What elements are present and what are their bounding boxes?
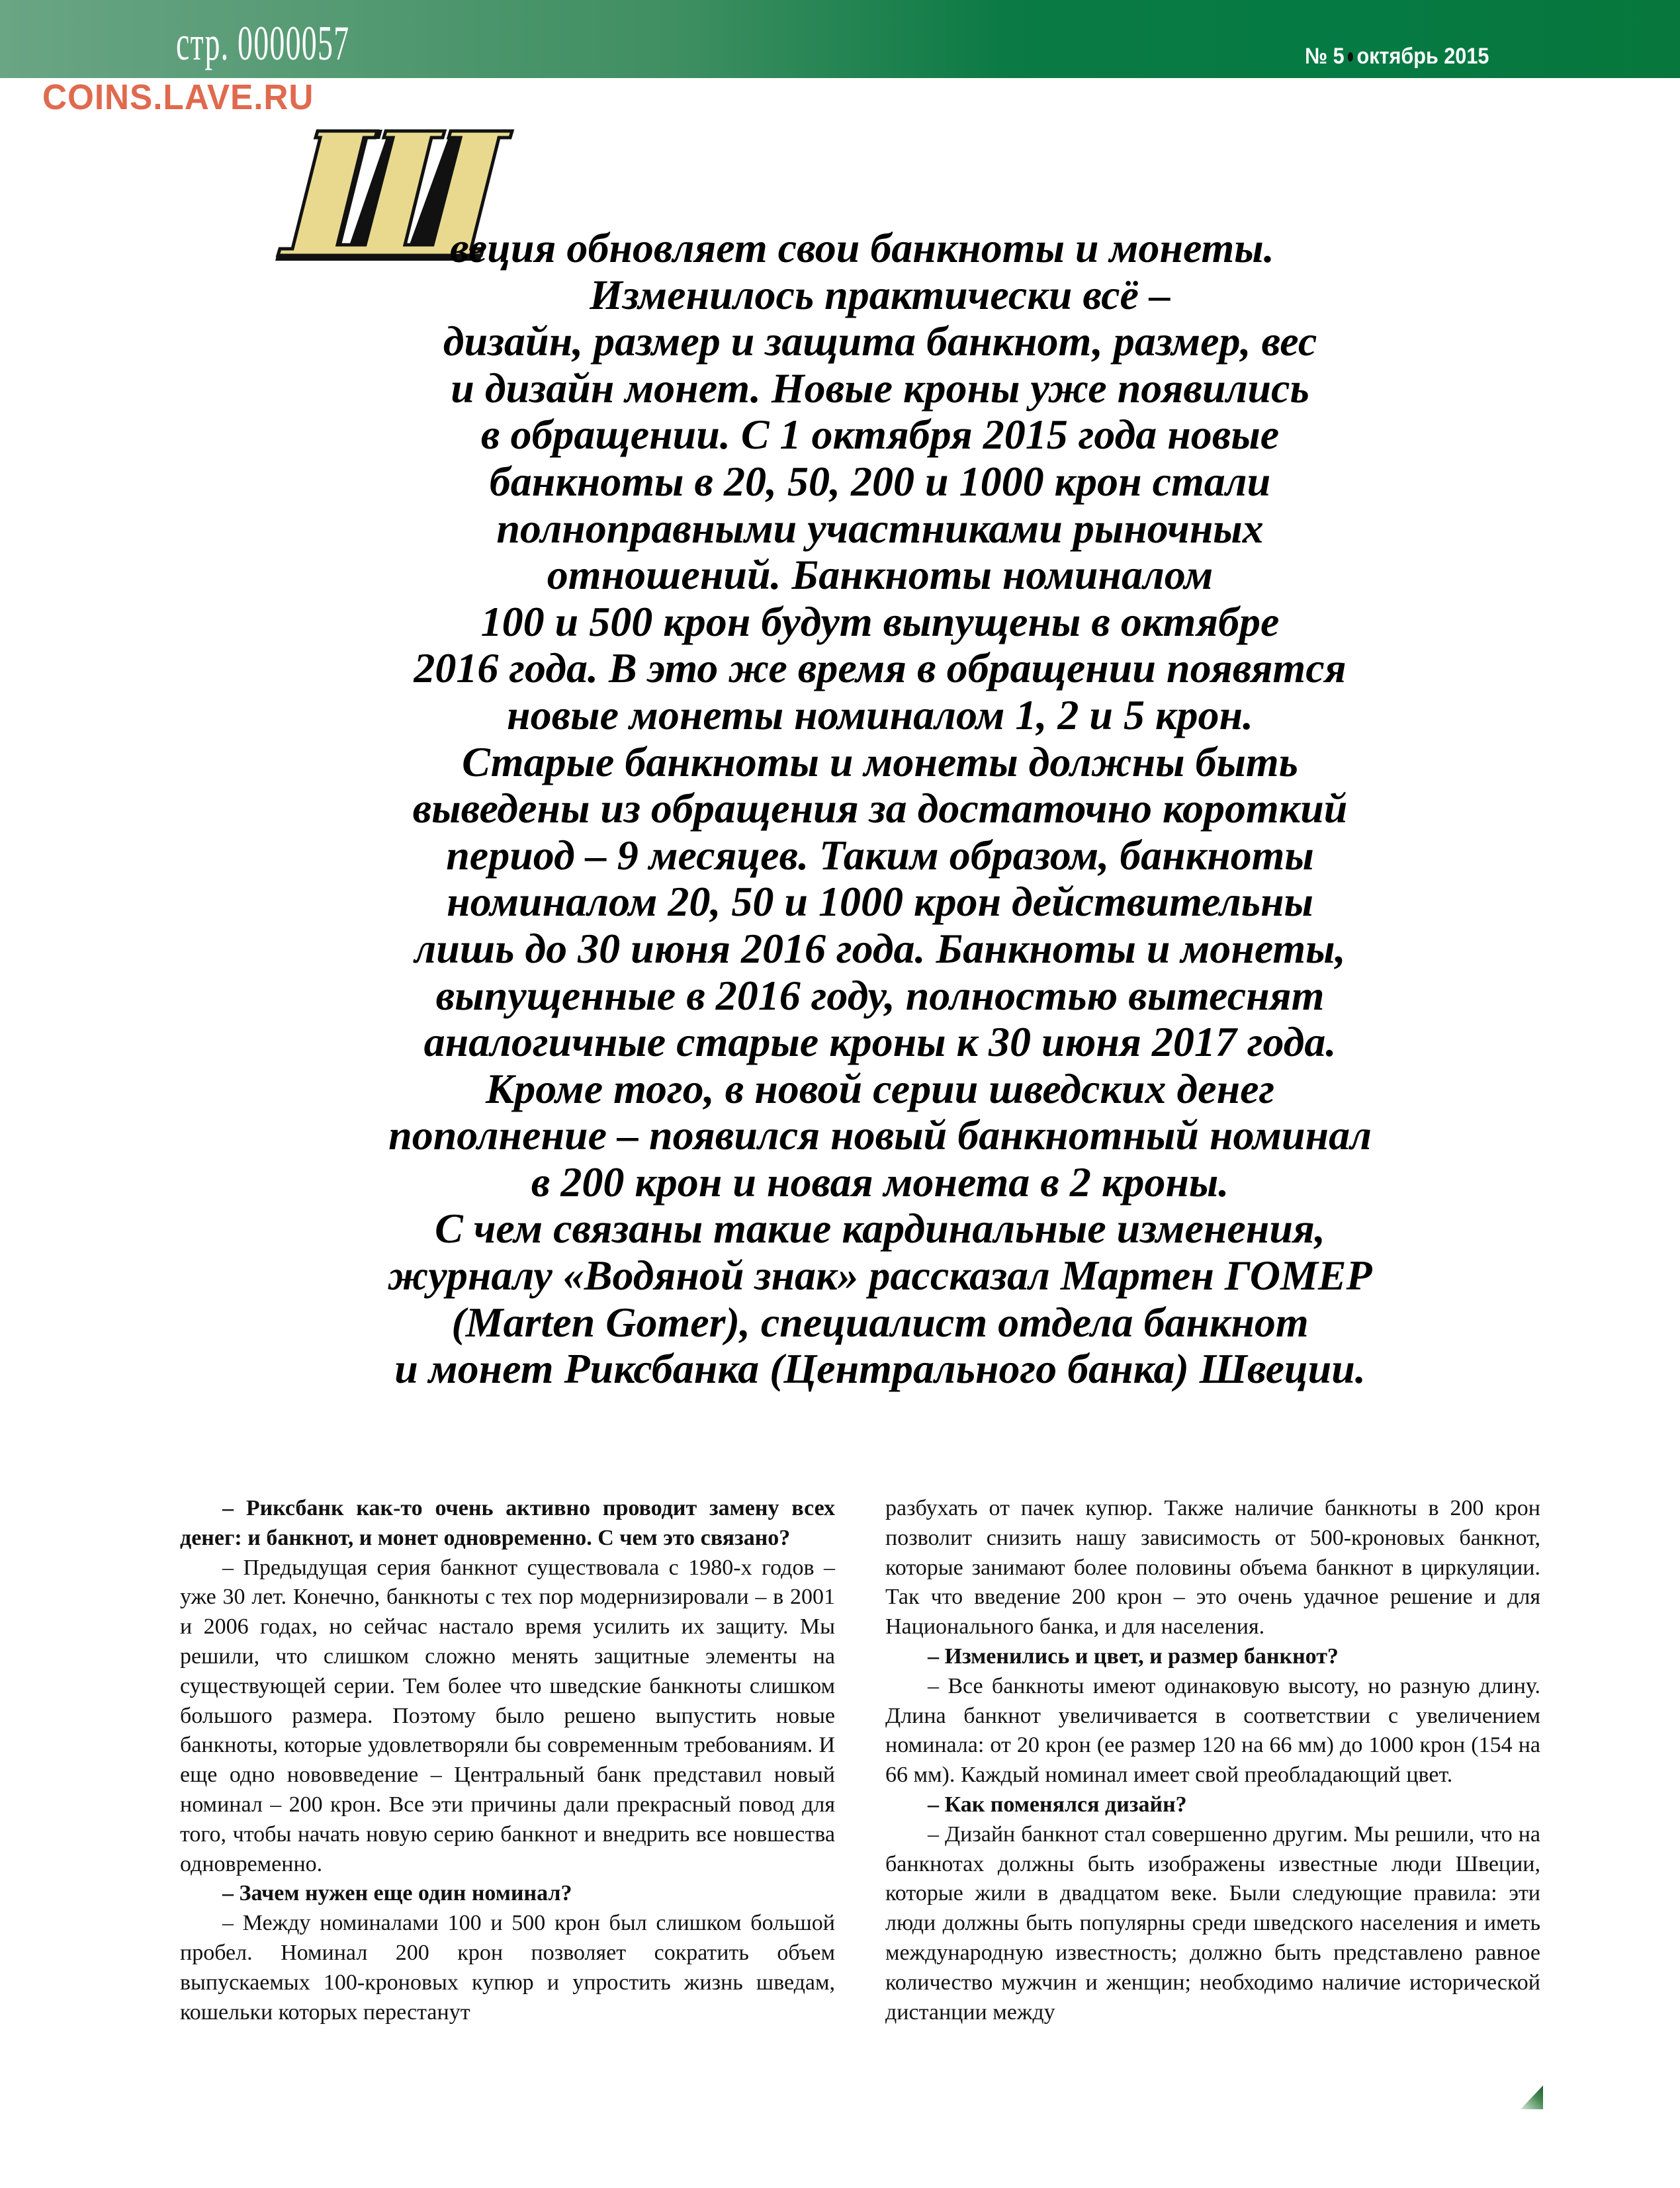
interview-answer: – Дизайн банкнот стал совершенно другим. Мы решили, что на банкнотах должны быть изображены известные люди Швеции, которые жили в двадцатом веке. Были следующие правила: эти люди должны быть популярны среди шведского населения и иметь международную известность; должно быть представлено равное количество мужчин и женщин; необходимо наличие исторической дистанции между: [885, 1821, 1540, 2025]
interview-question: – Риксбанк как-то очень активно проводит замену всех денег: и банкнот, и монет одновременно. С чем это связано?: [180, 1496, 835, 1550]
interview-answer-continued: разбухать от пачек купюр. Также наличие банкноты в 200 крон позволит снизить нашу зависимость от 500-кроновых банкнот, которые занимают более половины объема банкнот в циркуляции. Так что введение 200 крон – это очень удачное решение и для Национального банка, и для населения.: [885, 1496, 1540, 1640]
lead-line: (Marten Gomer), специалист отдела банкнот: [451, 1298, 1309, 1346]
lead-line: период – 9 месяцев. Таким образом, банкноты: [446, 831, 1314, 879]
interview-answer: – Все банкноты имеют одинаковую высоту, но разную длину. Длина банкнот увеличивается в соответствии с увеличением номинала: от 20 крон (ее размер 120 на 66 мм) до 1000 крон (154 на 66 мм). Каждый номинал имеет свой преобладающий цвет.: [885, 1673, 1540, 1788]
interview-answer: – Предыдущая серия банкнот существовала с 1980-х годов – уже 30 лет. Конечно, банкноты с тех пор модернизировали – в 2001 и 2006 годах, но сейчас настало время усилить их защиту. Мы решили, что слишком сложно менять защитные элементы на существующей серии. Тем более что шведские банкноты слишком большого размера. Поэтому было решено выпустить новые банкноты, которые удовлетворяли бы современным требованиям. И еще одно нововведение – Центральный банк представил новый номинал – 200 крон. Все эти причины дали прекрасный повод для того, чтобы начать новую серию банкнот и внедрить все новшества одновременно.: [180, 1555, 835, 1876]
lead-line: и монет Риксбанка (Центрального банка) Швеции.: [394, 1345, 1366, 1393]
lead-line: и дизайн монет. Новые кроны уже появились: [451, 364, 1309, 412]
lead-line: новые монеты номиналом 1, 2 и 5 крон.: [507, 691, 1253, 738]
lead-line: лишь до 30 июня 2016 года. Банкноты и монеты,: [414, 924, 1346, 972]
lead-line: Старые банкноты и монеты должны быть: [462, 738, 1298, 785]
lead-line: 100 и 500 крон будут выпущены в октябре: [480, 597, 1280, 645]
lead-line: веция обновляет свои банкноты и монеты.: [450, 224, 1274, 271]
header-bar: [0, 0, 1680, 78]
issue-number: № 5: [1305, 44, 1345, 69]
lead-line: выпущенные в 2016 году, полностью вытеснят: [435, 971, 1325, 1019]
lead-line: банкноты в 20, 50, 200 и 1000 крон стали: [489, 457, 1271, 505]
lead-line: отношений. Банкноты номиналом: [547, 551, 1214, 599]
article-column-right: [885, 1494, 1540, 2027]
lead-line: номиналом 20, 50 и 1000 крон действительны: [447, 878, 1313, 926]
lead-line: полноправными участниками рыночных: [496, 504, 1264, 552]
lead-paragraph: [251, 225, 1509, 1393]
lead-line: Изменилось практически всё –: [590, 271, 1171, 318]
triangle-continue-icon: [1521, 2085, 1543, 2111]
issue-info: [1305, 44, 1489, 69]
lead-line: в обращении. С 1 октября 2015 года новые: [480, 411, 1280, 459]
lead-line: Кроме того, в новой серии шведских денег: [485, 1065, 1275, 1112]
lead-line: в 200 крон и новая монета в 2 кроны.: [531, 1158, 1229, 1205]
page-number: стр. 0000057: [176, 17, 350, 71]
interview-question: – Изменились и цвет, и размер банкнот?: [928, 1643, 1339, 1669]
interview-question: – Зачем нужен еще один номинал?: [222, 1881, 572, 1906]
interview-answer: – Между номиналами 100 и 500 крон был слишком большой пробел. Номинал 200 крон позволяет сократить объем выпускаемых 100-кроновых купюр и упростить жизнь шведам, кошельки которых перестанут: [180, 1911, 835, 2025]
lead-line: 2016 года. В это же время в обращении появятся: [414, 644, 1347, 692]
lead-line: аналогичные старые кроны к 30 июня 2017 года.: [423, 1018, 1337, 1066]
lead-line: дизайн, размер и защита банкнот, размер, вес: [443, 318, 1317, 365]
lead-line: пополнение – появился новый банкнотный номинал: [388, 1112, 1372, 1159]
issue-date: октябрь 2015: [1356, 44, 1489, 69]
article-column-left: [180, 1494, 835, 2027]
lead-line: выведены из обращения за достаточно короткий: [412, 785, 1348, 832]
lead-line: журналу «Водяной знак» рассказал Мартен ГОМЕР: [388, 1252, 1372, 1299]
lead-line: С чем связаны такие кардинальные изменения,: [435, 1205, 1325, 1252]
bullet-dot-icon: [1348, 52, 1353, 62]
site-watermark: COINS.LAVE.RU: [42, 77, 314, 117]
interview-question: – Как поменялся дизайн?: [928, 1792, 1187, 1817]
